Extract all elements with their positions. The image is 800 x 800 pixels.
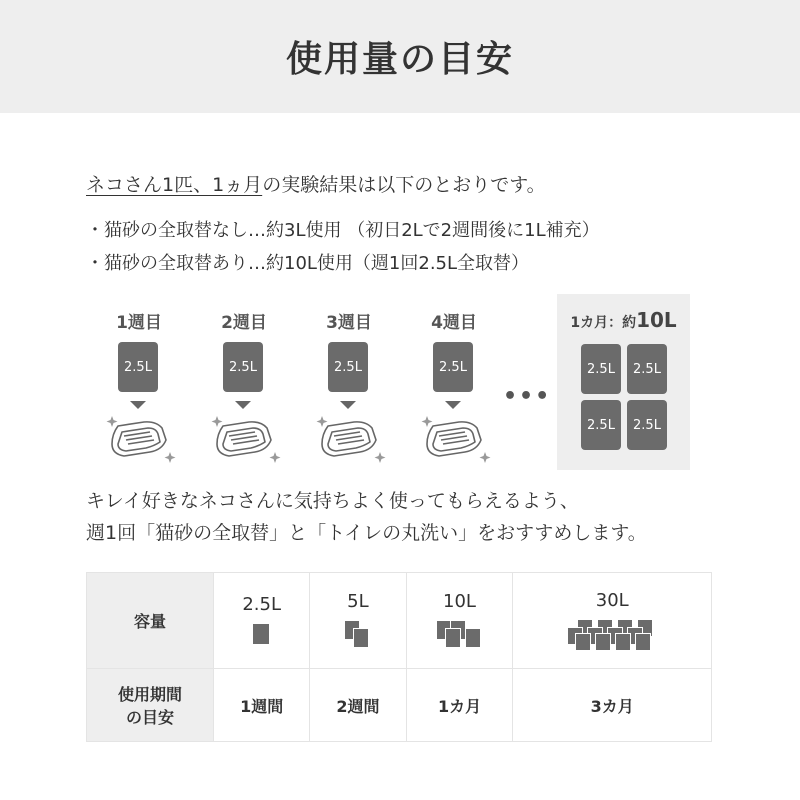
ellipsis: ••• — [503, 384, 552, 409]
week-4 — [409, 308, 499, 333]
litter-bag-icon: 2.5L — [223, 342, 263, 392]
litter-tray-icon — [209, 408, 289, 468]
bag-stack-icon — [252, 623, 272, 647]
monthly-total-box — [557, 294, 690, 470]
intro-underlined: ネコさん1匹、1ヵ月 — [86, 174, 263, 196]
period-value: 1カ月 — [406, 669, 513, 742]
period-header-line-1: 使用期間 — [117, 685, 182, 704]
monthly-total-prefix: 1カ月：約 — [570, 315, 637, 331]
week-2 — [199, 308, 289, 333]
litter-bag-icon: 2.5L — [627, 344, 667, 394]
bag-stack-icon — [567, 619, 657, 651]
intro-rest: の実験結果は以下のとおりです。 — [262, 174, 546, 196]
litter-bag-icon: 2.5L — [328, 342, 368, 392]
intro-text — [86, 176, 546, 195]
capacity-value: 2.5L — [242, 594, 281, 615]
monthly-total-title — [557, 308, 690, 332]
monthly-total-amount: 10L — [636, 308, 677, 332]
capacity-cell — [310, 573, 406, 669]
recommendation-line-1: キレイ好きなネコさんに気持ちよく使ってもらえるよう、 — [86, 490, 579, 512]
period-value: 2週間 — [310, 669, 406, 742]
capacity-cell — [513, 573, 712, 669]
capacity-value: 10L — [443, 591, 476, 612]
capacity-value: 5L — [347, 591, 369, 612]
week-1 — [94, 308, 184, 333]
period-value: 1週間 — [214, 669, 310, 742]
bag-stack-icon — [436, 620, 484, 650]
table-row — [87, 669, 712, 742]
table-row — [87, 573, 712, 669]
bag-stack-icon — [344, 620, 372, 650]
capacity-header: 容量 — [87, 573, 214, 669]
litter-bag-icon: 2.5L — [627, 400, 667, 450]
litter-tray-icon — [104, 408, 184, 468]
week-3 — [304, 308, 394, 333]
week-label: 2週目 — [221, 313, 267, 333]
litter-bag-icon: 2.5L — [433, 342, 473, 392]
week-label: 1週目 — [116, 313, 162, 333]
page-title: 使用量の目安 — [285, 39, 514, 80]
litter-bag-icon: 2.5L — [581, 400, 621, 450]
title-banner — [0, 0, 800, 113]
recommendation-line-2: 週1回「猫砂の全取替」と「トイレの丸洗い」をおすすめします。 — [86, 522, 647, 544]
litter-bag-icon: 2.5L — [581, 344, 621, 394]
week-label: 3週目 — [326, 313, 372, 333]
capacity-cell — [406, 573, 513, 669]
bullet-no-replace: ・猫砂の全取替なし…約3L使用 （初日2Lで2週間後に1L補充） — [86, 220, 600, 241]
period-header-line-2: の目安 — [125, 708, 174, 727]
litter-tray-icon — [314, 408, 394, 468]
litter-bag-icon: 2.5L — [118, 342, 158, 392]
capacity-cell — [214, 573, 310, 669]
week-label: 4週目 — [431, 313, 477, 333]
capacity-value: 30L — [595, 590, 629, 611]
period-header — [87, 669, 214, 742]
bullet-replace: ・猫砂の全取替あり…約10L使用（週1回2.5L全取替） — [86, 253, 530, 274]
litter-tray-icon — [419, 408, 499, 468]
period-value: 3カ月 — [513, 669, 712, 742]
capacity-table — [86, 572, 712, 742]
